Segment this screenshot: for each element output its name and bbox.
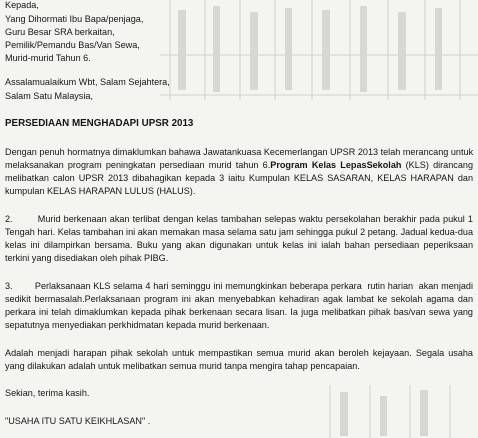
point-3-line: perkara ini telah dimaklumkan kepada pihak berkenaan secara lisan. Ia juga melibatkan pihak bas/van sewa yang bbox=[5, 307, 473, 317]
recipient-line: Kepada, bbox=[5, 0, 39, 10]
intro-line bbox=[5, 160, 473, 171]
point-2-line bbox=[5, 214, 473, 225]
intro-text: (KLS) dirancang bbox=[401, 160, 474, 170]
point-3-line: sedikit bermasalah.Perlaksanaan program ini akan menyebabkan kehadiran agak lambat ke sekolah agama dan bbox=[5, 294, 473, 304]
intro-text: melaksanakan program peningkatan persediaan murid tahun 6. bbox=[5, 160, 271, 170]
recipient-line: Yang Dihormati Ibu Bapa/penjaga, bbox=[5, 14, 144, 24]
recipient-line: Pemilik/Pemandu Bas/Van Sewa, bbox=[5, 40, 140, 50]
intro-line: kumpulan KELAS HARAPAN LULUS (HALUS). bbox=[5, 186, 196, 196]
closing-line: Adalah menjadi harapan pihak sekolah untuk mempastikan semua murid akan beroleh kejayaan. Segala usaha bbox=[5, 348, 473, 358]
greeting-line: Assalamualaikum Wbt, Salam Sejahtera, bbox=[5, 77, 170, 87]
closing-line: yang dilakukan adalah untuk melibatkan semua murid tanpa mengira tahap pencapaian. bbox=[5, 361, 360, 371]
point-2-line: terkini yang disediakan oleh pihak PIBG. bbox=[5, 253, 169, 263]
signoff: Sekian, terima kasih. bbox=[5, 388, 90, 398]
program-name: Program Kelas LepasSekolah bbox=[270, 160, 402, 170]
point-3-line: sepatutnya menyediakan perkhidmatan kepada murid berkenaan. bbox=[5, 320, 270, 330]
recipient-line: Murid-murid Tahun 6. bbox=[5, 53, 91, 63]
point-text: Perlaksanaan KLS selama 4 hari seminggu ini memungkinkan beberapa perkara rutin harian akan menjadi bbox=[34, 281, 473, 291]
greeting-line: Salam Satu Malaysia, bbox=[5, 91, 93, 101]
letter-subject: PERSEDIAAN MENGHADAPI UPSR 2013 bbox=[5, 118, 194, 129]
point-number: 2. bbox=[5, 214, 13, 224]
point-2-line: Tengah hari. Kelas tambahan ini akan memakan masa selama satu jam sehingga pukul 2 petang. Jadual kedua-dua bbox=[5, 227, 473, 237]
intro-line: Dengan penuh hormatnya dimaklumkan bahawa Jawatankuasa Kecemerlangan UPSR 2013 telah merancang untuk bbox=[5, 147, 474, 157]
point-3-line bbox=[5, 281, 473, 292]
point-text: Murid berkenaan akan terlibat dengan kelas tambahan selepas waktu persekolahan berakhir pada pukul 1 bbox=[37, 214, 473, 224]
recipient-line: Guru Besar SRA berkaitan, bbox=[5, 27, 115, 37]
point-2-line: kelas ini dilampirkan bersama. Buku yang akan digunakan untuk kelas ini ialah bahan persediaan peperiksaan bbox=[5, 240, 473, 250]
intro-line: melibatkan calon UPSR 2013 dibahagikan kepada 3 iaitu Kumpulan KELAS SASARAN, KELAS HARAPAN dan bbox=[5, 173, 473, 183]
point-number: 3. bbox=[5, 281, 13, 291]
school-motto: "USAHA ITU SATU KEIKHLASAN" . bbox=[5, 416, 151, 426]
